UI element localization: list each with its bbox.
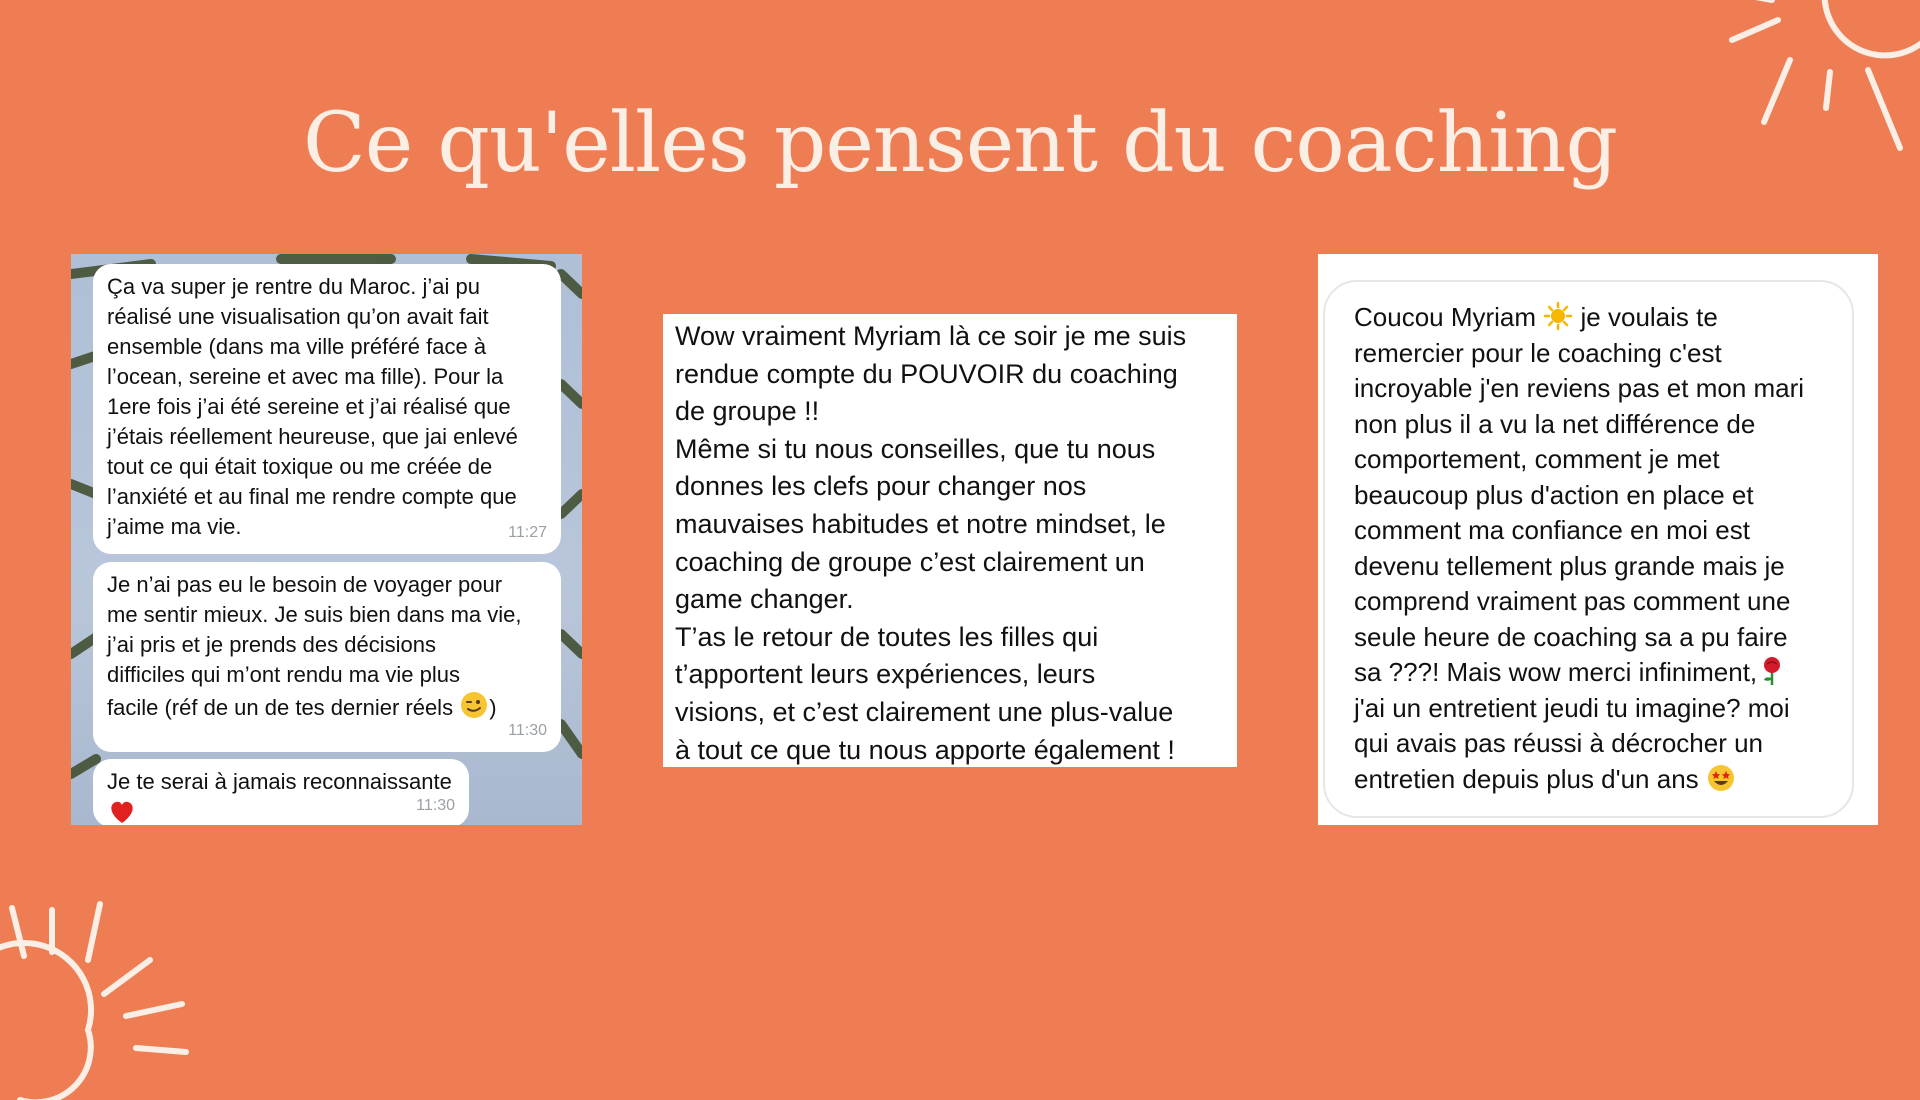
chat-bubble <box>93 562 561 752</box>
chat-timestamp: 11:30 <box>508 722 547 739</box>
chat-message: Je te serai à jamais reconnaissante <box>107 769 452 794</box>
testimonial-message-card <box>1318 254 1878 825</box>
chat-message: Je n’ai pas eu le besoin de voyager pour me sentir mieux. Je suis bien dans ma vie, j’ai pris et je prends des décisions difficiles qui m’ont rendu ma vie plus facile (réf de un de tes dernier réels <box>107 572 522 720</box>
chat-bubble <box>93 264 561 554</box>
message-text-part1: Coucou Myriam <box>1354 302 1537 332</box>
page-title: Ce qu'elles pensent du coaching <box>303 96 1617 191</box>
message-bubble <box>1323 280 1854 818</box>
testimonial-chat-screenshot <box>71 254 582 825</box>
testimonial-text: Wow vraiment Myriam là ce soir je me suis rendue compte du POUVOIR du coaching de groupe !! Même si tu nous conseilles, que tu nous donnes les clefs pour changer nos mauvaises habitudes et notre mindset, le coaching de groupe c’est clairement un game changer. T’as le retour de toutes les filles qui t’apportent leurs expériences, leurs visions, et c’est clairement une plus-value à tout ce que tu nous apporte également ! <box>675 321 1187 765</box>
sun-decoration-bottom-left <box>0 880 200 1100</box>
heart-emoji-icon <box>107 797 137 825</box>
chat-bubble <box>93 759 469 825</box>
chat-timestamp: 11:27 <box>508 524 547 541</box>
chat-timestamp: 11:30 <box>416 797 455 814</box>
sun-decoration-top-right <box>1700 0 1920 190</box>
star-struck-emoji-icon <box>1706 763 1736 793</box>
rose-emoji-icon <box>1757 656 1787 686</box>
testimonial-text-card <box>663 314 1237 767</box>
chat-message: Ça va super je rentre du Maroc. j’ai pu réalisé une visualisation qu’on avait fait ensemble (dans ma ville préféré face à l’ocean, sereine et avec ma fille). Pour la 1ere fois j’ai été sereine et j’ai réalisé que j’étais réellement heureuse, que jai enlevé tout ce qui était toxique ou me créée de l’anxiété et au final me rendre compte que j’aime ma vie. <box>107 274 518 539</box>
sun-emoji-icon <box>1543 301 1573 331</box>
message-text-part2: je voulais te remercier pour le coaching c'est incroyable j'en reviens pas et mon mari non plus il a vu la net différence de comportement, comment je met beaucoup plus d'action en place et comment ma confiance en moi est devenu tellement plus grande mais je comprend vraiment pas comment une seule heure de coaching sa a pu faire sa ???! Mais wow merci infiniment, <box>1354 302 1805 687</box>
message-text-part3: j'ai un entretient jeudi tu imagine? moi qui avais pas réussi à décrocher un entretien depuis plus d'un ans <box>1354 692 1790 794</box>
chat-message-end: ) <box>489 695 497 720</box>
wink-emoji-icon <box>459 690 489 720</box>
